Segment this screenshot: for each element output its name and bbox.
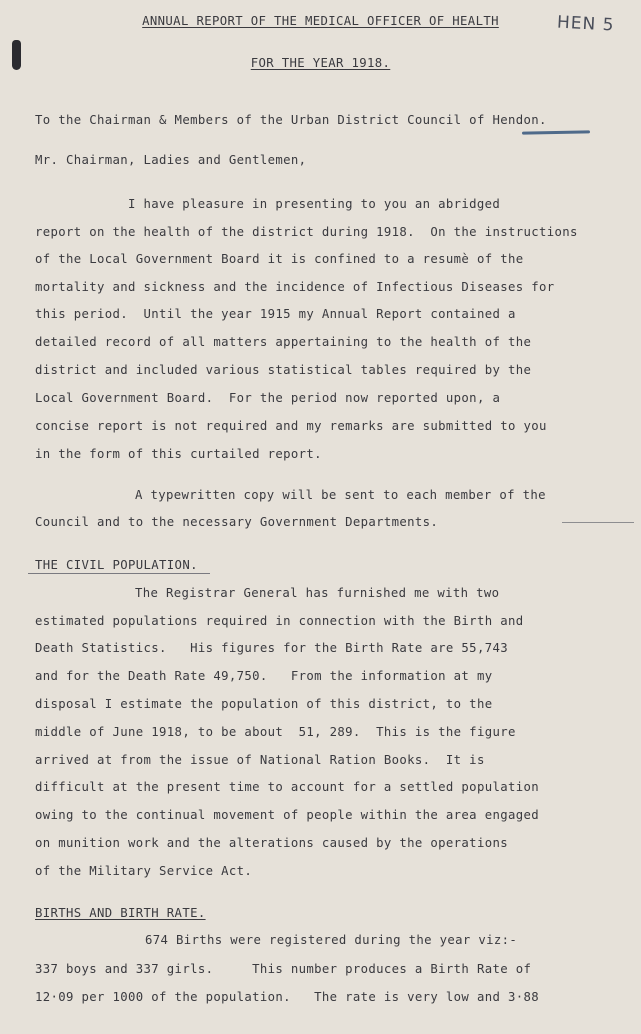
civil-population-line: of the Military Service Act. xyxy=(35,864,253,878)
civil-population-line: arrived at from the issue of National Ration Books. It is xyxy=(35,753,485,767)
civil-population-line: owing to the continual movement of people within the area engaged xyxy=(35,808,539,822)
intro-line: of the Local Government Board it is confined to a resumè of the xyxy=(35,252,524,266)
civil-population-line: estimated populations required in connection with the Birth and xyxy=(35,614,524,628)
civil-population-line: Death Statistics. His figures for the Birth Rate are 55,743 xyxy=(35,641,508,655)
report-year: FOR THE YEAR 1918. xyxy=(250,56,391,70)
civil-population-line: and for the Death Rate 49,750. From the information at my xyxy=(35,669,493,683)
births-line: 12·09 per 1000 of the population. The rate is very low and 3·88 xyxy=(35,990,539,1004)
intro-line: this period. Until the year 1915 my Annual Report contained a xyxy=(35,307,516,321)
civil-population-line: middle of June 1918, to be about 51, 289. This is the figure xyxy=(35,725,516,739)
intro-line: district and included various statistical tables required by the xyxy=(35,363,532,377)
typewritten-note-line: A typewritten copy will be sent to each member of the xyxy=(135,488,546,502)
intro-line: I have pleasure in presenting to you an abridged xyxy=(128,197,501,211)
pen-underline-mark xyxy=(522,130,590,134)
civil-population-line: on munition work and the alterations caused by the operations xyxy=(35,836,508,850)
births-line: 674 Births were registered during the year viz:- xyxy=(145,933,518,947)
intro-line: report on the health of the district during 1918. On the instructions xyxy=(35,225,578,239)
intro-line: in the form of this curtailed report. xyxy=(35,447,322,461)
handwritten-reference: HEN 5 xyxy=(556,12,615,36)
civil-population-line: difficult at the present time to account for a settled population xyxy=(35,780,539,794)
greeting-line: Mr. Chairman, Ladies and Gentlemen, xyxy=(35,153,307,167)
section-heading-civil-population: THE CIVIL POPULATION. xyxy=(35,558,198,572)
section-heading-births: BIRTHS AND BIRTH RATE. xyxy=(35,906,206,920)
civil-population-line: disposal I estimate the population of this district, to the xyxy=(35,697,493,711)
intro-line: mortality and sickness and the incidence of Infectious Diseases for xyxy=(35,280,555,294)
intro-line: detailed record of all matters appertaining to the health of the xyxy=(35,335,532,349)
civil-population-line: The Registrar General has furnished me with two xyxy=(135,586,500,600)
typewritten-note-line: Council and to the necessary Government Departments. xyxy=(35,515,439,529)
intro-line: concise report is not required and my remarks are submitted to you xyxy=(35,419,547,433)
births-line: 337 boys and 337 girls. This number produces a Birth Rate of xyxy=(35,962,532,976)
heading-underline xyxy=(28,573,210,574)
margin-dash xyxy=(562,522,634,523)
intro-line: Local Government Board. For the period now reported upon, a xyxy=(35,391,501,405)
addressee-line: To the Chairman & Members of the Urban District Council of Hendon. xyxy=(35,113,547,127)
report-title: ANNUAL REPORT OF THE MEDICAL OFFICER OF HEALTH xyxy=(142,14,499,28)
